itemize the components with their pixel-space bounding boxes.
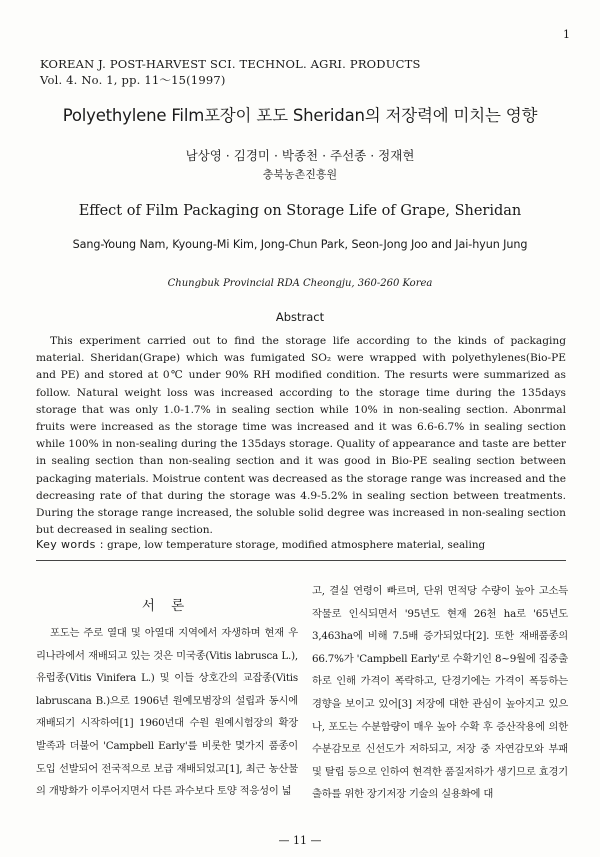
keywords-text: grape, low temperature storage, modified atmosphere material, sealing xyxy=(107,539,486,551)
affiliation-korean: 충북농촌진흥원 xyxy=(262,168,338,181)
left-column xyxy=(36,622,298,803)
keywords-label: Key words : xyxy=(36,538,104,551)
journal-name: KOREAN J. POST-HARVEST SCI. TECHNOL. AGRI. PRODUCTS xyxy=(40,57,421,71)
title-english: Effect of Film Packaging on Storage Life of Grape, Sheridan xyxy=(78,203,522,219)
section-divider xyxy=(36,560,566,561)
right-column-paragraph: 고, 결실 연령이 빠르며, 단위 면적당 수량이 높아 고소득 작물로 인식되면서 '95년도 현재 26천 ha로 '65년도 3,463ha에 비해 7.5배 증가되었다[2]. 또한 재배품종의 66.7%가 'Campbell Early'로 수확기인 8~9월에 집중출하로 인해 가격이 폭락하고, 단경기에는 가격이 폭등하는 경향을 보이고 있어[3] 저장에 대한 관심이 높아지고 있으나, 포도는 수분함량이 매우 높아 수확 후 증산작용에 의한 수분감모로 신선도가 저하되고, 저장 중 자연감모와 부패 및 탈립 등으로 인하여 현격한 품질저하가 생기므로 효경기 출하를 위한 장기저장 기술의 실용화에 대 xyxy=(312,585,568,801)
authors-korean: 남상영 · 김경미 · 박종천 · 주선종 · 정재현 xyxy=(185,148,415,163)
affiliation-english: Chungbuk Provincial RDA Cheongju, 360-260 Korea xyxy=(167,278,433,289)
page-number: 1 xyxy=(563,28,570,41)
journal-citation: Vol. 4. No. 1, pp. 11～15(1997) xyxy=(40,73,226,87)
section-heading-introduction: 서 론 xyxy=(141,598,191,614)
right-column xyxy=(312,580,568,806)
keywords xyxy=(36,538,566,551)
title-korean: Polyethylene Film포장이 포도 Sheridan의 저장력에 미치는 영향 xyxy=(62,106,538,125)
journal-header xyxy=(40,56,421,88)
abstract-body: This experiment carried out to find the storage life according to the kinds of packaging material. Sheridan(Grape) which was fumigated SO₂ were wrapped with polyethylenes(Bio-PE and PE) and stored at 0℃ under 90% RH modified condition. The resurts were summarized as follow. Natural weight loss was increased according to the storage time during the 135days storage that was only 1.0-1.7% in sealing section while 10% in non-sealing section. Abonrmal fruits were increased as the storage time was increased and it was 6.6-6.7% in sealing section while 100% in non-sealing during the 135days storage. Quality of appearance and taste are better in sealing section than non-sealing section and it was good in Bio-PE sealing section between packaging materials. Moistrue content was decreased as the storage range was increased and the decreasing rate of that during the storage was 4.9-5.2% in sealing section between treatments. During the storage range increased, the soluble solid degree was increased in non-sealing section but decreased in sealing section. xyxy=(36,335,566,537)
abstract-heading: Abstract xyxy=(275,310,325,324)
page-footer: — 11 — xyxy=(278,834,322,847)
authors-english: Sang-Young Nam, Kyoung-Mi Kim, Jong-Chun Park, Seon-Jong Joo and Jai-hyun Jung xyxy=(72,238,528,251)
left-column-paragraph: 포도는 주로 열대 및 아열대 지역에서 자생하며 현재 우리나라에서 재배되고 있는 것은 미국종(Vitis labrusca L.), 유럽종(Vitis Vinifera L.) 및 이들 상호간의 교잡종(Vitis labruscana B.)으로 1906년 원예모범장의 설립과 동시에 재배되기 시작하여[1] 1960년대 수원 원예시험장의 확장 발족과 더불어 'Campbell Early'를 비롯한 몇가지 품종이 도입 선발되어 전국적으로 보급 재배되었고[1], 최근 농산물의 개방화가 이루어지면서 다른 과수보다 토양 적응성이 넓 xyxy=(36,627,298,798)
